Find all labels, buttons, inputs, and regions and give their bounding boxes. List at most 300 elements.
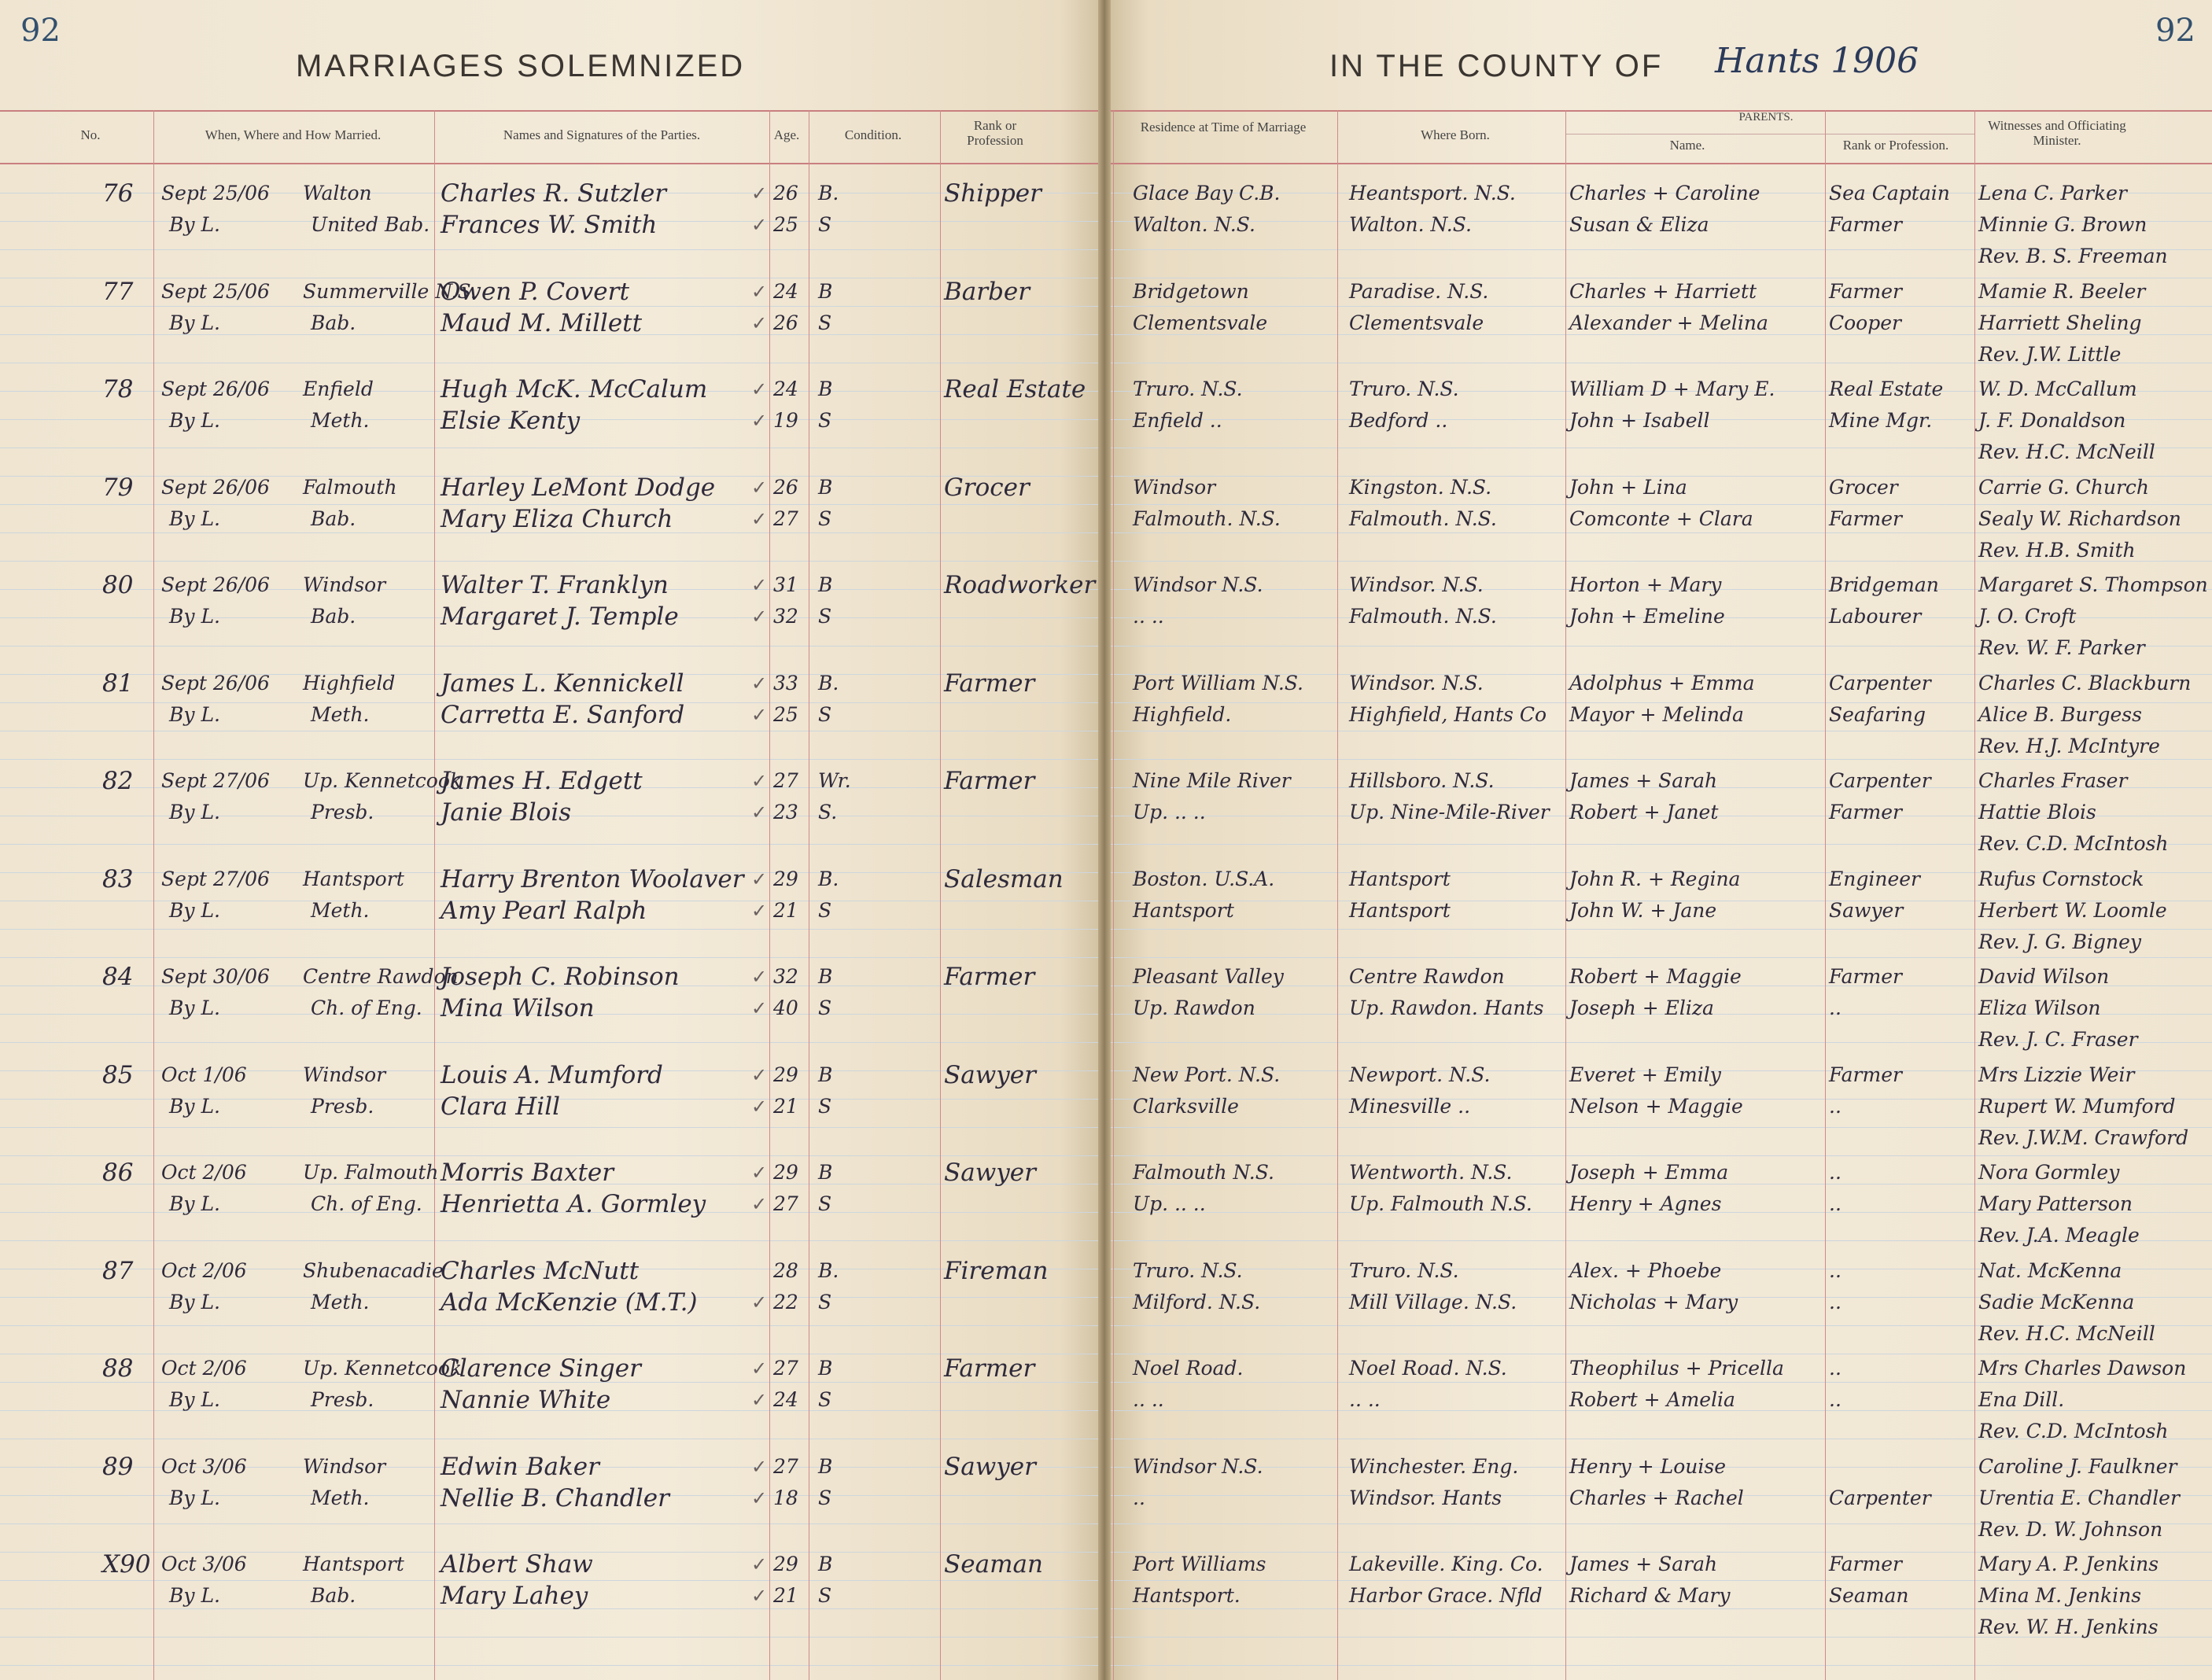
entry-born-bride: Up. Falmouth N.S. — [1349, 1192, 1532, 1215]
entry-parent-rank-bride: Farmer — [1829, 507, 1902, 530]
entry-age-groom: 31 — [773, 573, 798, 596]
entry-born-bride: Hantsport — [1349, 898, 1451, 922]
entry-date: Sept 27/06 — [161, 769, 270, 792]
check-mark: ✓ — [751, 1455, 768, 1478]
entry-number: 80 — [102, 571, 134, 599]
entry-residence-bride: Clarksville — [1133, 1094, 1239, 1118]
entry-profession: Farmer — [944, 767, 1035, 795]
entry-residence-bride: Enfield .. — [1133, 409, 1222, 432]
check-mark: ✓ — [751, 1193, 768, 1215]
entry-profession: Shipper — [944, 179, 1041, 208]
entry-parents-groom: Charles + Harriett — [1569, 279, 1757, 303]
entry-witness-2: Ena Dill. — [1978, 1388, 2065, 1411]
entry-date: Oct 1/06 — [161, 1063, 247, 1086]
header-born: Where Born. — [1421, 127, 1490, 142]
entry-condition-bride: S — [818, 605, 832, 628]
header-age: Age. — [773, 127, 800, 142]
check-mark: ✓ — [751, 770, 768, 792]
check-mark: ✓ — [751, 966, 768, 988]
entry-parents-bride: Nicholas + Mary — [1569, 1290, 1738, 1313]
header-parents-rank: Rank or Profession. — [1842, 138, 1949, 153]
entry-residence-groom: Truro. N.S. — [1133, 378, 1243, 400]
entry-license: By L. — [169, 1388, 220, 1411]
entry-condition-bride: S — [818, 507, 832, 530]
entry-residence-bride: Milford. N.S. — [1133, 1290, 1261, 1313]
check-mark: ✓ — [751, 703, 768, 726]
entry-born-groom: Hantsport — [1349, 867, 1451, 890]
entry-residence-groom: Glace Bay C.B. — [1133, 182, 1281, 204]
check-mark: ✓ — [751, 606, 768, 628]
entry-witness-2: Sealy W. Richardson — [1978, 507, 2181, 530]
county-name: Hants 1906 — [1715, 41, 1919, 81]
entry-witness-2: Mary Patterson — [1978, 1192, 2133, 1215]
entry-condition-groom: B — [818, 1357, 833, 1380]
entry-age-bride: 21 — [773, 1094, 798, 1118]
entry-age-bride: 27 — [773, 507, 798, 530]
entry-age-groom: 24 — [773, 378, 798, 400]
entry-profession: Roadworker — [944, 571, 1096, 599]
ruled-line — [0, 561, 1098, 562]
entry-witness-1: Mamie R. Beeler — [1978, 279, 2146, 303]
entry-witness-1: Lena C. Parker — [1978, 182, 2127, 204]
check-mark: ✓ — [751, 1358, 768, 1380]
entry-age-groom: 29 — [773, 867, 798, 890]
entry-profession: Farmer — [944, 669, 1035, 698]
check-mark: ✓ — [751, 410, 768, 432]
entry-groom: Walter T. Franklyn — [441, 571, 669, 599]
entry-age-bride: 21 — [773, 898, 798, 922]
entry-number: 79 — [102, 473, 134, 502]
entry-parent-rank-bride: .. — [1829, 1094, 1841, 1118]
entry-condition-bride: S — [818, 213, 832, 236]
check-mark: ✓ — [751, 182, 768, 204]
entry-age-groom: 28 — [773, 1258, 798, 1282]
entry-parents-groom: John R. + Regina — [1569, 867, 1741, 890]
entry-minister: Rev. J.W. Little — [1978, 342, 2122, 366]
entry-date: Oct 2/06 — [161, 1161, 247, 1184]
entry-witness-1: Carrie G. Church — [1978, 475, 2150, 499]
entry-witness-1: Margaret S. Thompson — [1978, 573, 2208, 596]
entry-denomination: Bab. — [311, 605, 356, 628]
entry-denomination: Bab. — [311, 1584, 356, 1607]
entry-residence-bride: Up. .. .. — [1133, 801, 1206, 823]
entry-bride: Amy Pearl Ralph — [441, 896, 647, 925]
entry-born-bride: Bedford .. — [1349, 409, 1448, 432]
entry-born-bride: Highfield, Hants Co — [1349, 702, 1547, 726]
entry-condition-bride: S — [818, 1094, 832, 1118]
entry-age-groom: 29 — [773, 1553, 798, 1575]
entry-parent-rank-groom: Farmer — [1829, 1553, 1902, 1575]
entry-parent-rank-groom: Grocer — [1829, 475, 1898, 499]
entry-license: By L. — [169, 507, 220, 530]
entry-place: Windsor — [303, 573, 386, 596]
check-mark: ✓ — [751, 1291, 768, 1313]
entry-residence-bride: Up. .. .. — [1133, 1192, 1206, 1215]
entry-number: 84 — [102, 963, 134, 991]
entry-age-groom: 27 — [773, 769, 798, 792]
entry-parents-groom: Horton + Mary — [1569, 573, 1722, 596]
entry-parents-bride: Henry + Agnes — [1569, 1192, 1722, 1215]
entry-age-groom: 29 — [773, 1063, 798, 1086]
entry-parent-rank-bride: Sawyer — [1829, 898, 1904, 922]
entry-parent-rank-bride: Seaman — [1829, 1584, 1909, 1607]
entry-parent-rank-groom: Carpenter — [1829, 671, 1931, 694]
check-mark: ✓ — [751, 1389, 768, 1411]
book-gutter — [1098, 0, 1111, 1680]
check-mark: ✓ — [751, 1553, 768, 1575]
entry-place: Hantsport — [303, 1553, 404, 1575]
entry-parent-rank-bride: Farmer — [1829, 801, 1902, 823]
header-when: When, Where and How Married. — [205, 127, 382, 142]
entry-groom: Clarence Singer — [441, 1354, 641, 1383]
entry-age-bride: 23 — [773, 801, 798, 823]
entry-denomination: Meth. — [311, 1486, 370, 1509]
entry-denomination: Bab. — [311, 507, 356, 530]
entry-parents-bride: Richard & Mary — [1569, 1584, 1731, 1607]
entry-condition-groom: B — [818, 573, 833, 596]
header-names: Names and Signatures of the Parties. — [503, 127, 701, 142]
entry-number: 83 — [102, 864, 134, 893]
entry-license: By L. — [169, 605, 220, 628]
entry-bride: Carretta E. Sanford — [441, 700, 685, 729]
entry-license: By L. — [169, 213, 220, 236]
entry-born-bride: Windsor. Hants — [1349, 1486, 1502, 1509]
entry-condition-bride: S — [818, 1290, 832, 1313]
entry-minister: Rev. C.D. McIntosh — [1978, 1420, 2169, 1442]
entry-place: Up. Kennetcook — [303, 1357, 463, 1380]
entry-bride: Maud M. Millett — [441, 308, 643, 337]
entry-parents-groom: James + Sarah — [1569, 1553, 1718, 1575]
entry-age-bride: 24 — [773, 1388, 798, 1411]
entry-denomination: Presb. — [311, 801, 374, 823]
entry-residence-groom: Windsor — [1133, 475, 1216, 499]
entry-condition-bride: S — [818, 997, 832, 1019]
entry-denomination: Presb. — [311, 1094, 374, 1118]
entry-denomination: Ch. of Eng. — [311, 997, 422, 1019]
column-rule — [769, 110, 770, 1680]
entry-condition-bride: S. — [818, 801, 838, 823]
entry-parent-rank-groom: Bridgeman — [1829, 573, 1939, 596]
entry-residence-groom: Falmouth N.S. — [1133, 1161, 1274, 1184]
check-mark: ✓ — [751, 214, 768, 236]
entry-residence-groom: New Port. N.S. — [1133, 1063, 1281, 1086]
entry-witness-1: Charles C. Blackburn — [1978, 671, 2192, 694]
entry-bride: Ada McKenzie (M.T.) — [441, 1288, 698, 1317]
check-mark: ✓ — [751, 574, 768, 596]
entry-residence-groom: Noel Road. — [1133, 1357, 1244, 1380]
ruled-line — [0, 957, 1098, 958]
entry-parents-groom: Joseph + Emma — [1569, 1161, 1729, 1184]
entry-denomination: Meth. — [311, 1290, 370, 1313]
entry-profession: Real Estate — [944, 375, 1086, 403]
entry-place: Shubenacadie — [303, 1258, 444, 1282]
entry-parent-rank-groom: Farmer — [1829, 1063, 1902, 1086]
entry-parents-groom: Henry + Louise — [1569, 1454, 1726, 1478]
entry-profession: Sawyer — [944, 1060, 1036, 1089]
entry-parent-rank-groom: Real Estate — [1829, 378, 1944, 400]
entry-witness-2: Harriett Sheling — [1978, 311, 2142, 334]
entry-profession: Seaman — [944, 1550, 1043, 1579]
entry-born-bride: .. .. — [1349, 1388, 1381, 1411]
entry-date: Sept 25/06 — [161, 279, 270, 303]
entry-born-groom: Winchester. Eng. — [1349, 1454, 1519, 1478]
header-bottom-rule — [0, 163, 1098, 164]
entry-parent-rank-bride: .. — [1829, 997, 1841, 1019]
check-mark: ✓ — [751, 1063, 768, 1086]
entry-minister: Rev. H.B. Smith — [1978, 538, 2136, 562]
entry-residence-groom: Nine Mile River — [1133, 769, 1291, 792]
entry-residence-groom: Boston. U.S.A. — [1133, 867, 1275, 890]
entry-parents-groom: Alex. + Phoebe — [1569, 1258, 1722, 1282]
entry-number: 86 — [102, 1159, 134, 1187]
entry-parent-rank-groom: Farmer — [1829, 279, 1902, 303]
check-mark: ✓ — [751, 280, 768, 303]
entry-parents-bride: Charles + Rachel — [1569, 1486, 1744, 1509]
entry-date: Sept 30/06 — [161, 965, 270, 988]
check-mark: ✓ — [751, 899, 768, 922]
entry-groom: Albert Shaw — [441, 1550, 593, 1579]
check-mark: ✓ — [751, 672, 768, 694]
ruled-line — [0, 1523, 1098, 1524]
header-parents-name: Name. — [1669, 138, 1705, 153]
entry-number: 82 — [102, 767, 134, 795]
entry-witness-2: J. F. Donaldson — [1978, 409, 2126, 432]
entry-condition-groom: B — [818, 1553, 833, 1575]
entry-witness-2: Alice B. Burgess — [1978, 702, 2142, 726]
entry-age-groom: 26 — [773, 475, 798, 499]
entry-groom: Harley LeMont Dodge — [441, 473, 716, 502]
column-rule — [1337, 110, 1338, 1680]
entry-place: Summerville N.S. — [303, 279, 477, 303]
entry-witness-1: Caroline J. Faulkner — [1978, 1454, 2177, 1478]
entry-condition-groom: B. — [818, 182, 839, 204]
check-mark: ✓ — [751, 378, 768, 400]
entry-place: Falmouth — [303, 475, 397, 499]
entry-parents-groom: Adolphus + Emma — [1569, 671, 1755, 694]
header-parents: PARENTS. — [1738, 111, 1794, 123]
entry-bride: Mary Lahey — [441, 1582, 588, 1610]
ruled-line — [1111, 1155, 2212, 1156]
entry-denomination: Presb. — [311, 1388, 374, 1411]
entry-witness-1: Mary A. P. Jenkins — [1978, 1553, 2159, 1575]
entry-date: Sept 26/06 — [161, 475, 270, 499]
entry-date: Sept 26/06 — [161, 378, 270, 400]
entry-age-bride: 21 — [773, 1584, 798, 1607]
entry-place: Walton — [303, 182, 372, 204]
entry-number: 89 — [102, 1452, 134, 1481]
entry-number: 85 — [102, 1060, 134, 1089]
entry-groom: Edwin Baker — [441, 1452, 599, 1481]
entry-witness-1: David Wilson — [1978, 965, 2110, 988]
entry-bride: Mina Wilson — [441, 994, 595, 1022]
entry-condition-groom: B — [818, 475, 833, 499]
entry-age-groom: 24 — [773, 279, 798, 303]
entry-bride: Mary Eliza Church — [441, 504, 673, 533]
entry-license: By L. — [169, 801, 220, 823]
entry-place: Hantsport — [303, 867, 404, 890]
entry-age-bride: 32 — [773, 605, 798, 628]
entry-license: By L. — [169, 409, 220, 432]
entry-born-bride: Falmouth. N.S. — [1349, 507, 1497, 530]
entry-profession: Farmer — [944, 963, 1035, 991]
entry-condition-groom: B. — [818, 867, 839, 890]
column-rule — [940, 110, 941, 1680]
entry-place: Enfield — [303, 378, 374, 400]
column-rule — [153, 110, 154, 1680]
entry-age-bride: 25 — [773, 213, 798, 236]
entry-born-groom: Truro. N.S. — [1349, 378, 1459, 400]
entry-license: By L. — [169, 1486, 220, 1509]
entry-witness-2: Sadie McKenna — [1978, 1290, 2135, 1313]
entry-condition-groom: B. — [818, 1258, 839, 1282]
column-rule — [1565, 110, 1566, 1680]
entry-age-groom: 27 — [773, 1357, 798, 1380]
entry-groom: Louis A. Mumford — [441, 1060, 663, 1089]
entry-born-groom: Newport. N.S. — [1349, 1063, 1491, 1086]
entry-groom: Charles R. Sutzler — [441, 179, 667, 208]
entry-license: By L. — [169, 311, 220, 334]
left-page — [0, 0, 1104, 1680]
entry-residence-bride: .. .. — [1133, 605, 1164, 628]
entry-born-groom: Windsor. N.S. — [1349, 671, 1484, 694]
entry-witness-2: Urentia E. Chandler — [1978, 1486, 2180, 1509]
entry-age-bride: 22 — [773, 1290, 798, 1313]
entry-parent-rank-bride: .. — [1829, 1388, 1841, 1411]
entry-date: Oct 2/06 — [161, 1357, 247, 1380]
entry-minister: Rev. W. F. Parker — [1978, 636, 2145, 659]
entry-witness-2: Minnie G. Brown — [1978, 213, 2147, 236]
header-residence: Residence at Time of Marriage — [1140, 120, 1307, 134]
title-left: MARRIAGES SOLEMNIZED — [296, 49, 746, 83]
ruled-line — [0, 646, 1098, 647]
entry-residence-groom: Windsor N.S. — [1133, 1454, 1263, 1478]
entry-profession: Farmer — [944, 1354, 1035, 1383]
check-mark: ✓ — [751, 476, 768, 499]
entry-age-groom: 27 — [773, 1454, 798, 1478]
ruled-line — [0, 844, 1098, 845]
check-mark: ✓ — [751, 1162, 768, 1184]
ruled-line — [0, 1637, 1098, 1638]
entry-born-bride: Mill Village. N.S. — [1349, 1290, 1517, 1313]
entry-minister: Rev. H.C. McNeill — [1978, 1321, 2155, 1345]
entry-residence-bride: Walton. N.S. — [1133, 213, 1255, 236]
entry-denomination: Ch. of Eng. — [311, 1192, 422, 1215]
entry-born-groom: Centre Rawdon — [1349, 965, 1505, 988]
ruled-line — [0, 929, 1098, 930]
entry-minister: Rev. C.D. McIntosh — [1978, 832, 2169, 855]
entry-groom: James L. Kennickell — [441, 669, 684, 698]
entry-parents-bride: Comconte + Clara — [1569, 507, 1753, 530]
entry-witness-2: Rupert W. Mumford — [1978, 1094, 2176, 1118]
entry-groom: Owen P. Covert — [441, 277, 629, 306]
entry-parents-groom: Theophilus + Pricella — [1569, 1357, 1784, 1380]
entry-born-bride: Minesville .. — [1349, 1094, 1471, 1118]
ruled-line — [0, 249, 1098, 250]
entry-age-groom: 33 — [773, 671, 798, 694]
entry-witness-1: Mrs Lizzie Weir — [1978, 1063, 2135, 1086]
entry-born-groom: Hillsboro. N.S. — [1349, 769, 1495, 792]
entry-parents-bride: Nelson + Maggie — [1569, 1094, 1743, 1118]
entry-parents-bride: Susan & Eliza — [1569, 213, 1709, 236]
column-rule — [1825, 110, 1826, 1680]
entry-residence-bride: Falmouth. N.S. — [1133, 507, 1281, 530]
entry-parents-bride: Mayor + Melinda — [1569, 702, 1744, 726]
entry-minister: Rev. W. H. Jenkins — [1978, 1616, 2159, 1638]
entry-groom: Charles McNutt — [441, 1256, 640, 1285]
entry-residence-groom: Truro. N.S. — [1133, 1258, 1243, 1282]
entry-date: Sept 25/06 — [161, 182, 270, 204]
entry-parents-bride: Robert + Janet — [1569, 801, 1719, 823]
entry-witness-1: Nora Gormley — [1978, 1161, 2120, 1184]
entry-condition-groom: B — [818, 279, 833, 303]
entry-profession: Barber — [944, 277, 1030, 306]
entry-residence-groom: Port Williams — [1133, 1553, 1266, 1575]
entry-witness-2: Herbert W. Loomle — [1978, 898, 2167, 922]
entry-number: 77 — [102, 277, 134, 306]
check-mark: ✓ — [751, 997, 768, 1019]
entry-age-bride: 25 — [773, 702, 798, 726]
entry-age-bride: 27 — [773, 1192, 798, 1215]
entry-groom: Joseph C. Robinson — [441, 963, 680, 991]
check-mark: ✓ — [751, 311, 768, 334]
entry-number: X90 — [102, 1550, 151, 1579]
entry-profession: Sawyer — [944, 1452, 1036, 1481]
entry-denomination: Meth. — [311, 898, 370, 922]
entry-minister: Rev. H.C. McNeill — [1978, 440, 2155, 463]
entry-denomination: Meth. — [311, 409, 370, 432]
entry-place: Up. Kennetcook — [303, 769, 463, 792]
entry-groom: Harry Brenton Woolaver — [441, 864, 744, 893]
entry-born-bride: Up. Rawdon. Hants — [1349, 997, 1544, 1019]
entry-condition-groom: B — [818, 378, 833, 400]
entry-place: Up. Falmouth — [303, 1161, 439, 1184]
entry-date: Sept 26/06 — [161, 573, 270, 596]
entry-number: 76 — [102, 179, 134, 208]
entry-born-groom: Noel Road. N.S. — [1349, 1357, 1507, 1380]
ruled-line — [1111, 957, 2212, 958]
entry-license: By L. — [169, 997, 220, 1019]
entry-bride: Clara Hill — [441, 1092, 561, 1121]
check-mark: ✓ — [751, 1095, 768, 1118]
entry-age-groom: 29 — [773, 1161, 798, 1184]
entry-license: By L. — [169, 1094, 220, 1118]
header-witnesses: Witnesses and Officiating Minister. — [1988, 118, 2126, 148]
entry-residence-bride: .. .. — [1133, 1388, 1164, 1411]
column-rule — [1974, 110, 1975, 1680]
ruled-line — [1111, 1580, 2212, 1581]
entry-bride: Elsie Kenty — [441, 407, 581, 435]
ruled-line — [0, 1042, 1098, 1043]
entry-residence-bride: Highfield. — [1133, 702, 1232, 726]
check-mark: ✓ — [751, 1585, 768, 1607]
entry-groom: James H. Edgett — [441, 767, 643, 795]
entry-born-groom: Heantsport. N.S. — [1349, 182, 1516, 204]
entry-condition-groom: B — [818, 1161, 833, 1184]
entry-parent-rank-groom: Farmer — [1829, 965, 1902, 988]
entry-parents-groom: Charles + Caroline — [1569, 182, 1760, 204]
entry-residence-bride: Clementsvale — [1133, 311, 1268, 334]
entry-bride: Henrietta A. Gormley — [441, 1190, 706, 1218]
check-mark: ✓ — [751, 507, 768, 530]
entry-license: By L. — [169, 898, 220, 922]
entry-parent-rank-groom: Carpenter — [1829, 769, 1931, 792]
ruled-line — [0, 759, 1098, 760]
entry-parent-rank-bride: Carpenter — [1829, 1486, 1931, 1509]
page-number-right: 92 — [2155, 13, 2195, 49]
entry-parent-rank-bride: Labourer — [1829, 605, 1922, 628]
entry-minister: Rev. J.A. Meagle — [1978, 1224, 2140, 1247]
entry-parents-bride: John + Isabell — [1569, 409, 1710, 432]
